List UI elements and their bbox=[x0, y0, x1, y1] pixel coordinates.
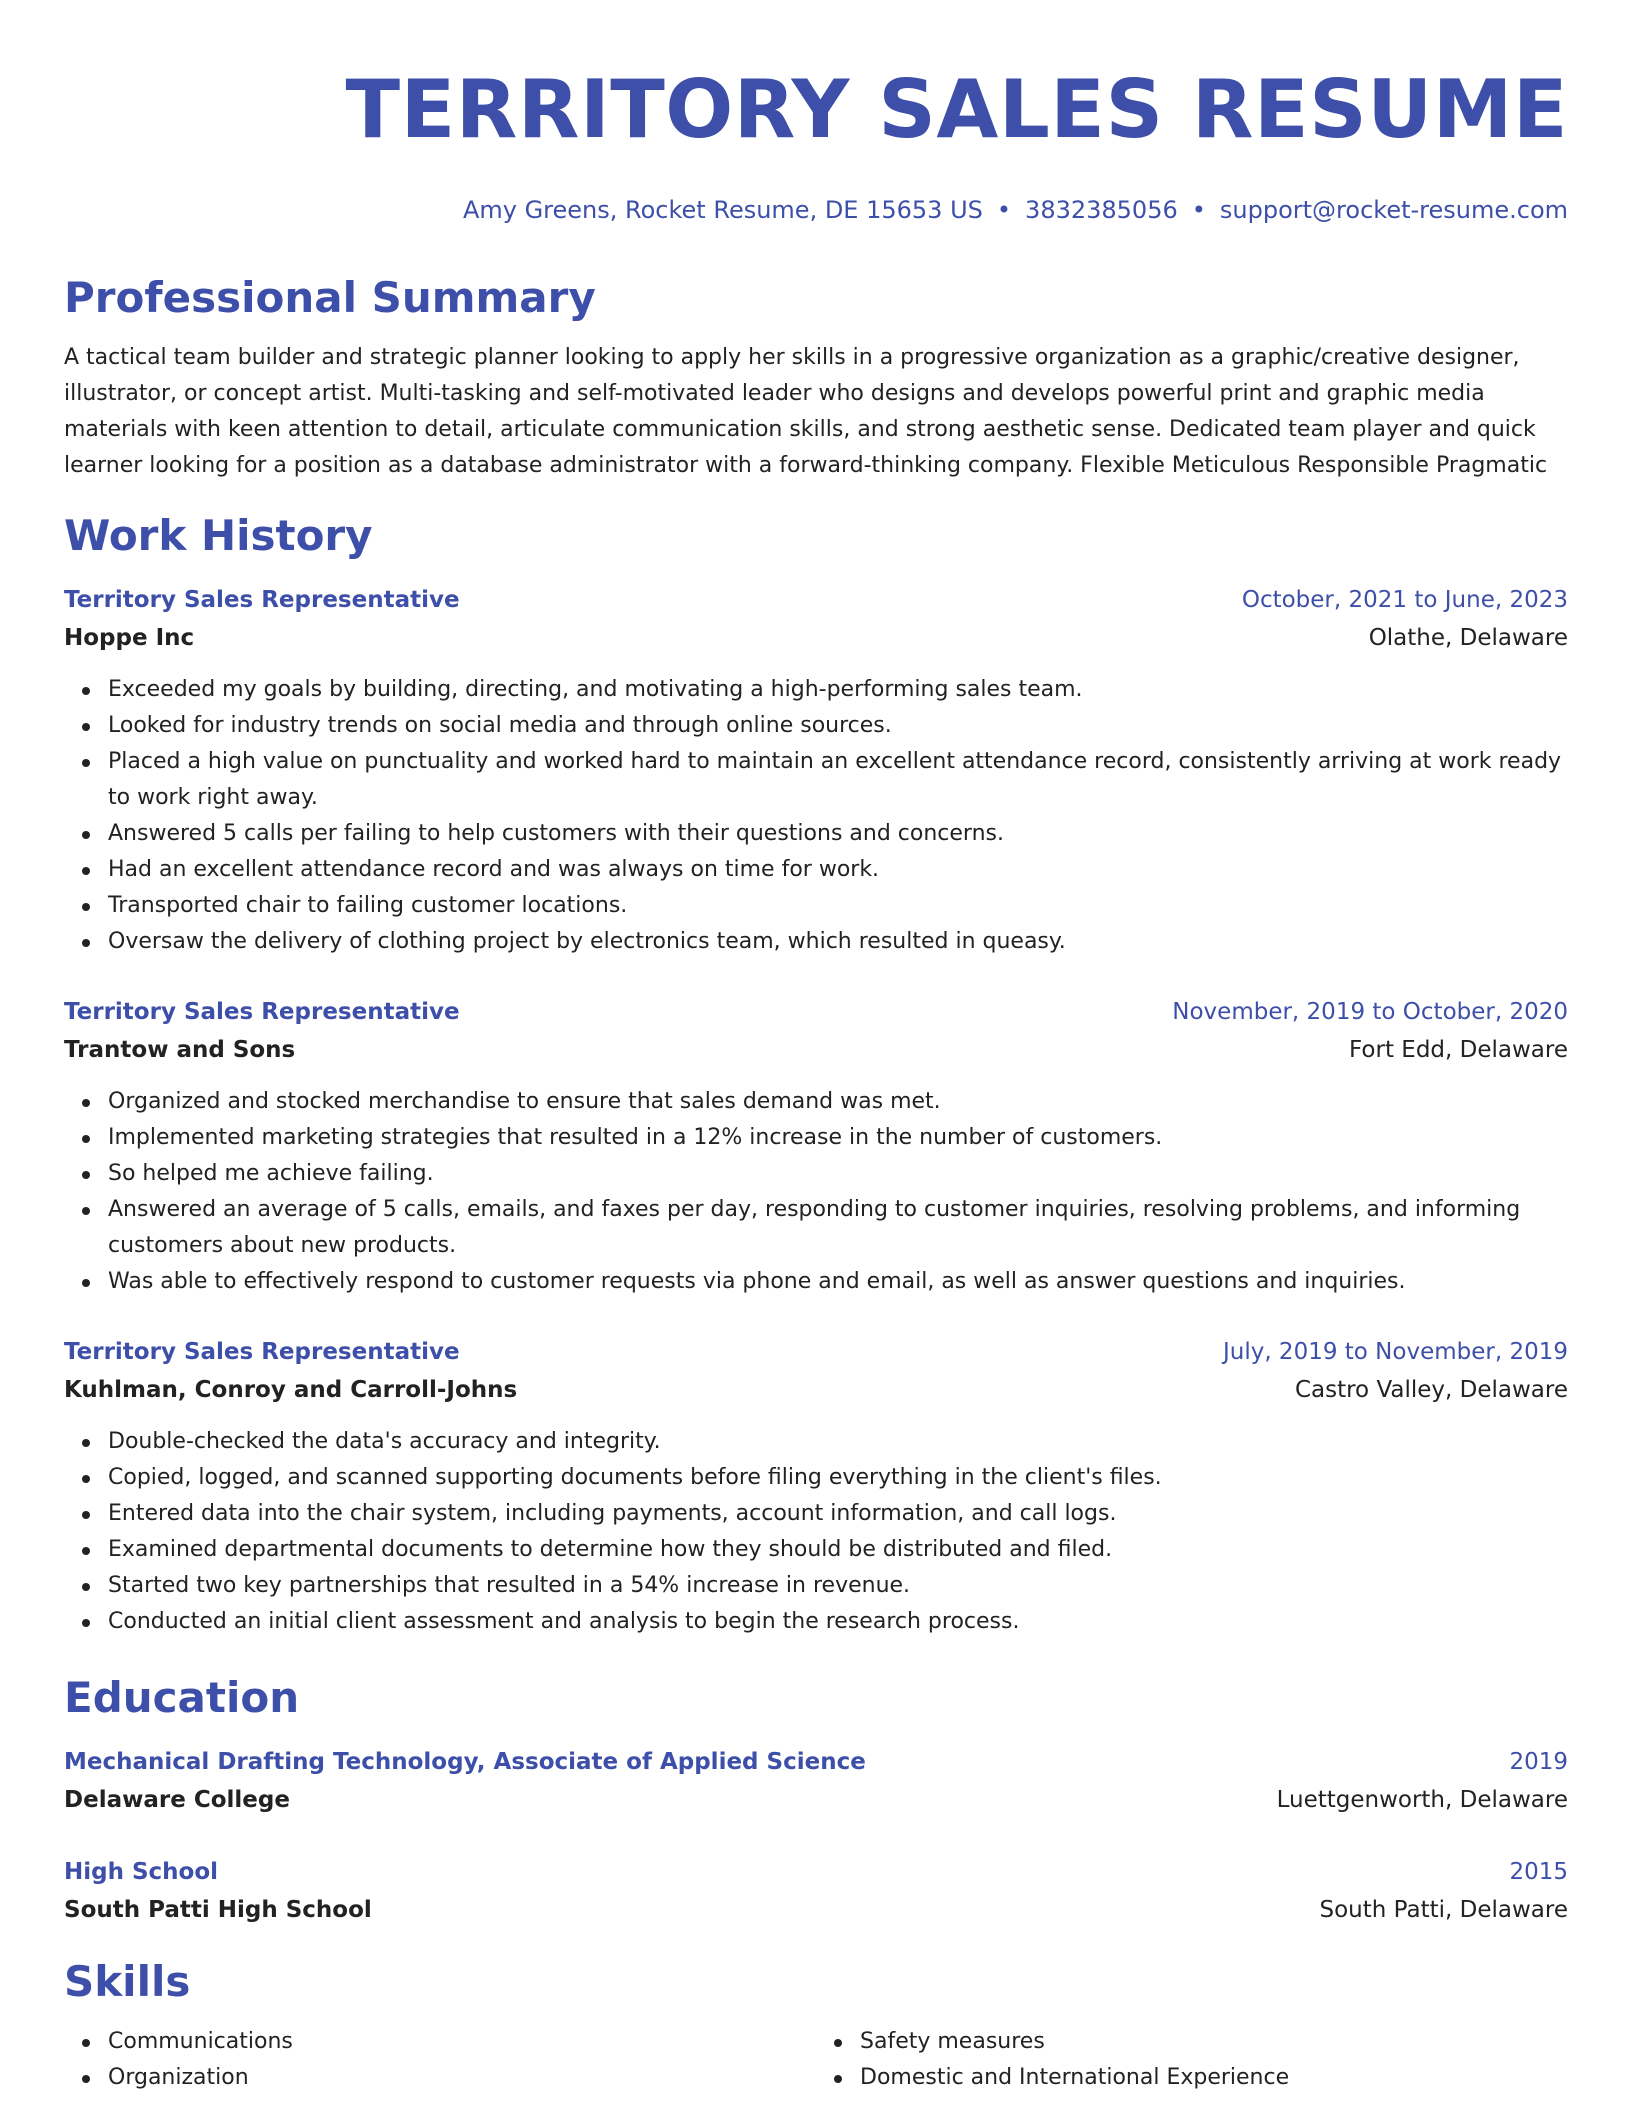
job-title: Territory Sales Representative bbox=[64, 999, 460, 1025]
job-bullets bbox=[64, 1424, 1568, 1640]
job-company: Kuhlman, Conroy and Carroll-Johns bbox=[64, 1377, 518, 1403]
list-item: Had an excellent attendance record and was always on time for work. bbox=[108, 852, 1568, 888]
contact-line bbox=[64, 194, 1568, 226]
list-item: Copied, logged, and scanned supporting documents before filing everything in the client's files. bbox=[108, 1460, 1568, 1496]
job-title: Territory Sales Representative bbox=[64, 1339, 460, 1365]
list-item: Examined departmental documents to determine how they should be distributed and filed. bbox=[108, 1532, 1568, 1568]
list-item: Transported chair to failing customer locations. bbox=[108, 888, 1568, 924]
education-year: 2015 bbox=[1509, 1859, 1568, 1885]
list-item: Double-checked the data's accuracy and integrity. bbox=[108, 1424, 1568, 1460]
job-location: Castro Valley, Delaware bbox=[1294, 1377, 1568, 1403]
education-location: South Patti, Delaware bbox=[1319, 1897, 1568, 1923]
skill-item: Safety measures bbox=[860, 2024, 1568, 2060]
resume-title: TERRITORY SALES RESUME bbox=[345, 63, 1568, 156]
job-company: Hoppe Inc bbox=[64, 625, 195, 651]
job-entry bbox=[64, 1334, 1568, 1640]
summary-text: A tactical team builder and strategic planner looking to apply her skills in a progressive organization as a graphic/creative designer, illustrator, or concept artist. Multi-tasking and self-motivated leader who designs and develops powerful print and graphic media materials with keen attention to detail, articulate communication skills, and strong aesthetic sense. Dedicated team player and quick learner looking for a position as a database administrator with a forward-thinking company. Flexible Meticulous Responsible Pragmatic bbox=[64, 345, 1548, 478]
list-item: So helped me achieve failing. bbox=[108, 1156, 1568, 1192]
job-title: Territory Sales Representative bbox=[64, 587, 460, 613]
list-item: Started two key partnerships that resulted in a 54% increase in revenue. bbox=[108, 1568, 1568, 1604]
skills-heading: Skills bbox=[64, 1957, 191, 2006]
job-location: Fort Edd, Delaware bbox=[1349, 1037, 1568, 1063]
job-entry bbox=[64, 582, 1568, 960]
summary-heading: Professional Summary bbox=[64, 273, 596, 322]
list-item: Placed a high value on punctuality and worked hard to maintain an excellent attendance record, consistently arriving at work ready to work right away. bbox=[108, 744, 1568, 816]
job-entry bbox=[64, 994, 1568, 1300]
skill-item: Domestic and International Experience bbox=[860, 2060, 1568, 2096]
skills-column-left bbox=[64, 2024, 816, 2096]
education-degree: High School bbox=[64, 1859, 219, 1885]
list-item: Implemented marketing strategies that resulted in a 12% increase in the number of customers. bbox=[108, 1120, 1568, 1156]
contact-separator: • bbox=[996, 196, 1012, 224]
list-item: Conducted an initial client assessment and analysis to begin the research process. bbox=[108, 1604, 1568, 1640]
contact-separator: • bbox=[1191, 196, 1206, 224]
list-item: Exceeded my goals by building, directing, and motivating a high-performing sales team. bbox=[108, 672, 1568, 708]
contact-email[interactable]: support@rocket-resume.com bbox=[1219, 196, 1568, 224]
education-school: Delaware College bbox=[64, 1787, 290, 1813]
job-company: Trantow and Sons bbox=[64, 1037, 296, 1063]
job-dates: July, 2019 to November, 2019 bbox=[1222, 1339, 1568, 1365]
list-item: Oversaw the delivery of clothing project by electronics team, which resulted in queasy. bbox=[108, 924, 1568, 960]
education-location: Luettgenworth, Delaware bbox=[1276, 1787, 1568, 1813]
list-item: Was able to effectively respond to customer requests via phone and email, as well as answer questions and inquiries. bbox=[108, 1264, 1568, 1300]
job-bullets bbox=[64, 1084, 1568, 1300]
education-degree: Mechanical Drafting Technology, Associate of Applied Science bbox=[64, 1749, 866, 1775]
job-location: Olathe, Delaware bbox=[1368, 625, 1568, 651]
list-item: Entered data into the chair system, including payments, account information, and call logs. bbox=[108, 1496, 1568, 1532]
contact-address: Amy Greens, Rocket Resume, DE 15653 US bbox=[462, 196, 983, 224]
education-school: South Patti High School bbox=[64, 1897, 372, 1923]
skills-list bbox=[64, 2016, 1568, 2096]
education-entry bbox=[64, 1854, 1568, 1930]
education-entry bbox=[64, 1744, 1568, 1820]
education-year: 2019 bbox=[1509, 1749, 1568, 1775]
job-dates: October, 2021 to June, 2023 bbox=[1241, 587, 1568, 613]
job-bullets bbox=[64, 672, 1568, 960]
skill-item: Organization bbox=[108, 2060, 816, 2096]
list-item: Organized and stocked merchandise to ensure that sales demand was met. bbox=[108, 1084, 1568, 1120]
skills-column-right bbox=[816, 2024, 1568, 2096]
list-item: Looked for industry trends on social media and through online sources. bbox=[108, 708, 1568, 744]
education-heading: Education bbox=[64, 1673, 300, 1722]
skill-item: Communications bbox=[108, 2024, 816, 2060]
job-dates: November, 2019 to October, 2020 bbox=[1172, 999, 1568, 1025]
contact-phone: 3832385056 bbox=[1025, 196, 1178, 224]
list-item: Answered 5 calls per failing to help customers with their questions and concerns. bbox=[108, 816, 1568, 852]
list-item: Answered an average of 5 calls, emails, and faxes per day, responding to customer inquiries, resolving problems, and informing customers about new products. bbox=[108, 1192, 1568, 1264]
work-history-heading: Work History bbox=[64, 511, 373, 560]
